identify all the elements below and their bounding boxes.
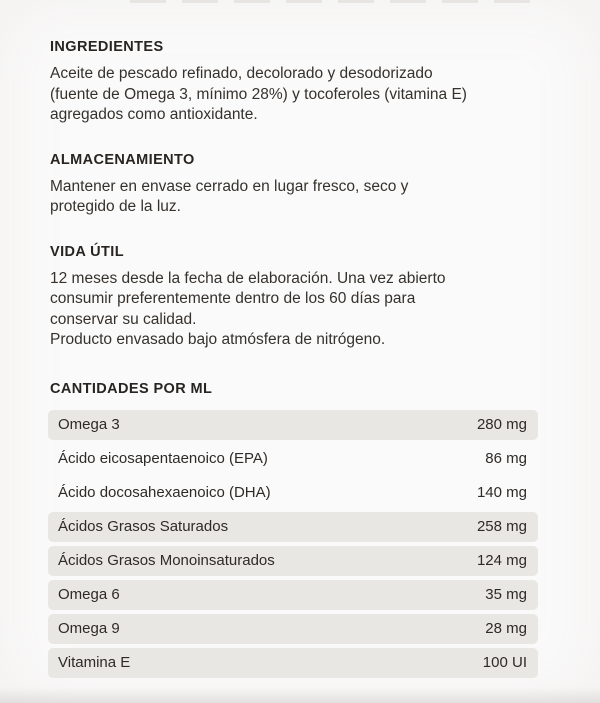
nutrient-name: Ácido eicosapentaenoico (EPA) <box>58 450 268 467</box>
table-row <box>48 444 538 474</box>
nutrient-amount: 86 mg <box>485 450 527 467</box>
nutrient-amount: 100 UI <box>482 654 527 671</box>
nutrient-name: Omega 6 <box>58 586 120 603</box>
table-row <box>48 614 538 644</box>
nutrient-amount: 124 mg <box>476 552 527 569</box>
nutrient-name: Ácido docosahexaenoico (DHA) <box>58 484 271 501</box>
table-row <box>48 648 538 678</box>
section-heading: VIDA ÚTIL <box>50 243 124 260</box>
text-line: Producto envasado bajo atmósfera de nitrógeno. <box>50 331 386 348</box>
nutrient-amount: 258 mg <box>476 518 527 535</box>
table-row <box>48 546 538 576</box>
table-row <box>48 478 538 508</box>
nutrient-name: Omega 3 <box>58 416 120 433</box>
table-row <box>48 512 538 542</box>
nutrient-name: Ácidos Grasos Monoinsaturados <box>58 552 275 569</box>
nutrient-amount: 280 mg <box>476 416 527 433</box>
section-body <box>50 64 550 126</box>
nutrient-name: Vitamina E <box>58 654 131 671</box>
section-heading: INGREDIENTES <box>50 39 164 55</box>
section-body <box>50 177 550 218</box>
text-line: consumir preferentemente dentro de los 60 días para <box>50 290 416 307</box>
text-line: (fuente de Omega 3, mínimo 28%) y tocoferoles (vitamina E) <box>50 85 467 103</box>
text-line: agregados como antioxidante. <box>50 106 258 123</box>
section-almacenamiento <box>50 153 550 218</box>
nutrient-amount: 28 mg <box>485 620 527 637</box>
nutrient-amount: 140 mg <box>476 484 527 501</box>
text-line: Mantener en envase cerrado en lugar fresco, seco y <box>50 177 409 195</box>
nutrient-name: Omega 9 <box>58 620 120 637</box>
section-cantidades-por-ml <box>50 382 550 678</box>
amounts-table <box>48 410 538 678</box>
nutrient-name: Ácidos Grasos Saturados <box>58 518 229 535</box>
section-heading: CANTIDADES POR ML <box>50 380 213 397</box>
section-ingredientes <box>50 40 550 126</box>
section-vida-util <box>50 245 550 351</box>
text-line: Aceite de pescado refinado, decolorado y desodorizado <box>50 65 433 82</box>
text-line: conservar su calidad. <box>50 310 197 328</box>
text-line: protegido de la luz. <box>50 198 181 215</box>
table-row <box>48 580 538 610</box>
section-heading: ALMACENAMIENTO <box>50 151 195 168</box>
table-row <box>48 410 538 440</box>
text-sections <box>50 40 550 351</box>
nutrient-amount: 35 mg <box>485 586 527 603</box>
text-line: 12 meses desde la fecha de elaboración. Una vez abierto <box>50 269 446 287</box>
section-body <box>50 269 550 351</box>
